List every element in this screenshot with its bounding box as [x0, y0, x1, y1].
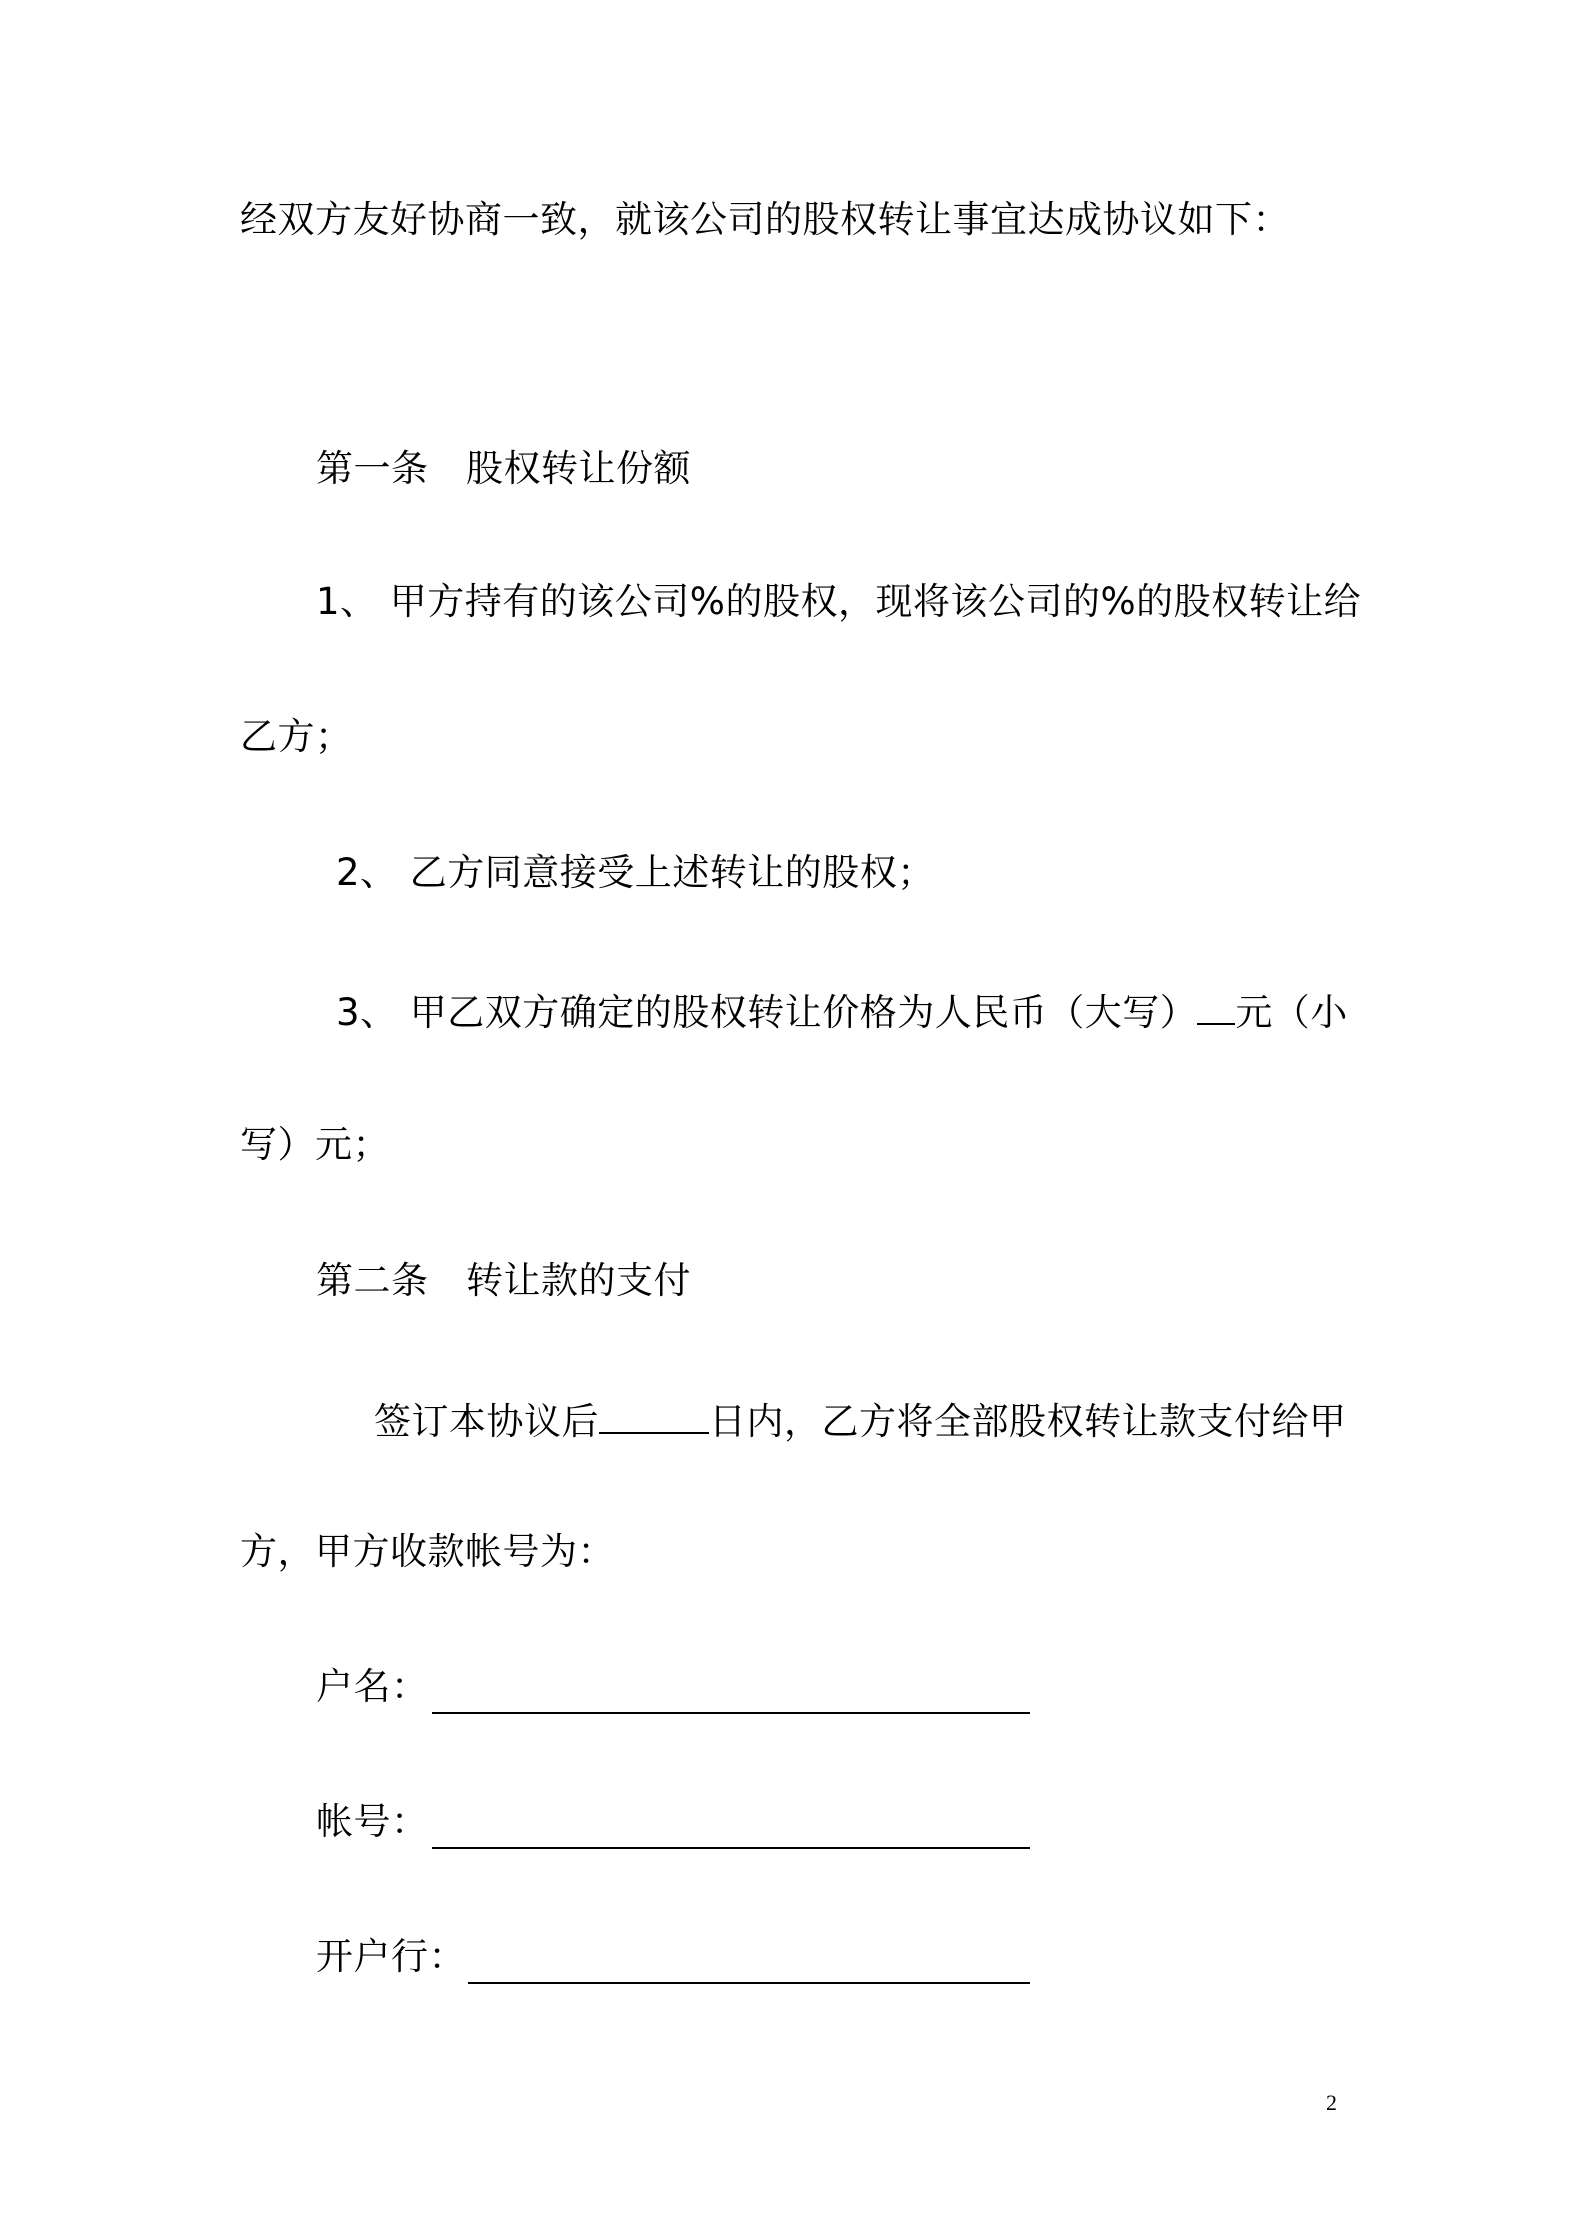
account-number-field-line [432, 1847, 1030, 1849]
account-name-field-line [432, 1712, 1030, 1714]
item-3-text-part-2: 元（小 [1235, 991, 1348, 1034]
price-blank [1197, 983, 1235, 1025]
article-1-heading: 第一条 股权转让份额 [316, 447, 691, 490]
article-1-item-3-line-1 [336, 983, 1348, 1038]
bank-field-line [468, 1982, 1030, 1984]
article-1-item-3-line-2: 写）元； [240, 1123, 390, 1166]
item-3-text-part-1: 3、 甲乙双方确定的股权转让价格为人民币（大写） [336, 991, 1198, 1034]
payment-text-part-2: 日内，乙方将全部股权转让款支付给甲 [709, 1400, 1347, 1443]
account-name-label: 户名： [316, 1665, 429, 1708]
article-1-item-1-line-1: 1、 甲方持有的该公司%的股权，现将该公司的%的股权转让给 [316, 580, 1362, 623]
account-number-label: 帐号： [316, 1800, 429, 1843]
intro-paragraph: 经双方友好协商一致，就该公司的股权转让事宜达成协议如下： [240, 198, 1290, 241]
days-blank [599, 1392, 709, 1434]
payment-paragraph-line-1 [374, 1392, 1347, 1447]
payment-text-part-1: 签订本协议后 [374, 1400, 599, 1443]
article-1-item-2: 2、 乙方同意接受上述转让的股权； [336, 851, 935, 894]
page-number: 2 [1326, 2090, 1337, 2115]
bank-label: 开户行： [316, 1935, 466, 1978]
article-1-item-1-line-2: 乙方； [240, 715, 353, 758]
article-2-heading: 第二条 转让款的支付 [316, 1259, 691, 1302]
payment-paragraph-line-2: 方，甲方收款帐号为： [240, 1530, 615, 1573]
